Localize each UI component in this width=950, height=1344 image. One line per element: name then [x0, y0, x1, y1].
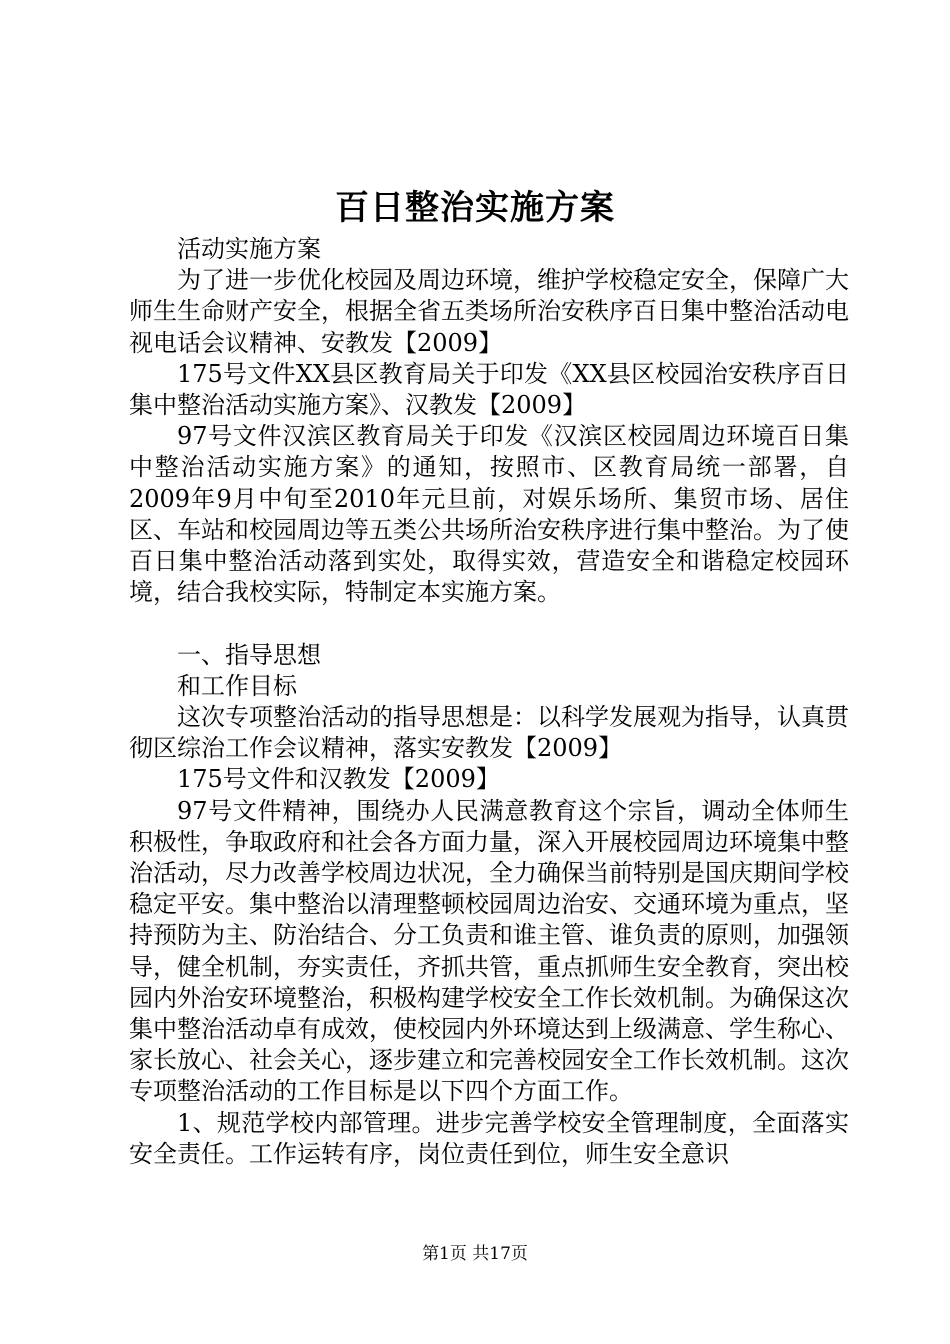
- paragraph: 175号文件和汉教发【2009】: [177, 765, 500, 794]
- document-body: [129, 234, 849, 1170]
- paragraph: 97号文件汉滨区教育局关于印发《汉滨区校园周边环境百日集中整治活动实施方案》的通知，按照市、区教育局统一部署，自2009年9月中旬至2010年元旦前，对娱乐场所、集贸市场、居住区、车站和校园周边等五类公共场所治安秩序进行集中整治。为了使百日集中整治活动落到实处，取得实效，营造安全和谐稳定校园环境，结合我校实际，特制定本实施方案。: [129, 422, 849, 607]
- blank-line: [129, 608, 849, 639]
- section-heading: 一、指导思想: [177, 640, 321, 669]
- paragraph: 175号文件XX县区教育局关于印发《XX县区校园治安秩序百日集中整治活动实施方案》、汉教发【2009】: [129, 359, 849, 420]
- paragraph-heading: 活动实施方案: [177, 235, 321, 263]
- paragraph: 97号文件精神，围绕办人民满意教育这个宗旨，调动全体师生积极性，争取政府和社会各方面力量，深入开展校园周边环境集中整治活动，尽力改善学校周边状况，全力确保当前特别是国庆期间学校稳定平安。集中整治以清理整顿校园周边治安、交通环境为重点，坚持预防为主、防治结合、分工负责和谁主管、谁负责的原则，加强领导，健全机制，夯实责任，齐抓共管，重点抓师生安全教育，突出校园内外治安环境整治，积极构建学校安全工作长效机制。为确保这次集中整治活动卓有成效，使校园内外环境达到上级满意、学生称心、家长放心、社会关心，逐步建立和完善校园安全工作长效机制。这次专项整治活动的工作目标是以下四个方面工作。: [129, 796, 849, 1106]
- section-heading-continued: 和工作目标: [177, 671, 297, 700]
- paragraph: 这次专项整治活动的指导思想是：以科学发展观为指导，认真贯彻区综治工作会议精神，落实安教发【2009】: [129, 703, 849, 763]
- paragraph: 为了进一步优化校园及周边环境，维护学校稳定安全，保障广大师生生命财产安全，根据全省五类场所治安秩序百日集中整治活动电视电话会议精神、安教发【2009】: [129, 266, 849, 357]
- paragraph: 1、规范学校内部管理。进步完善学校安全管理制度，全面落实安全责任。工作运转有序，岗位责任到位，师生安全意识: [129, 1108, 849, 1168]
- document-title: 百日整治实施方案: [335, 188, 615, 228]
- page-footer: 第1页 共17页: [422, 1244, 528, 1264]
